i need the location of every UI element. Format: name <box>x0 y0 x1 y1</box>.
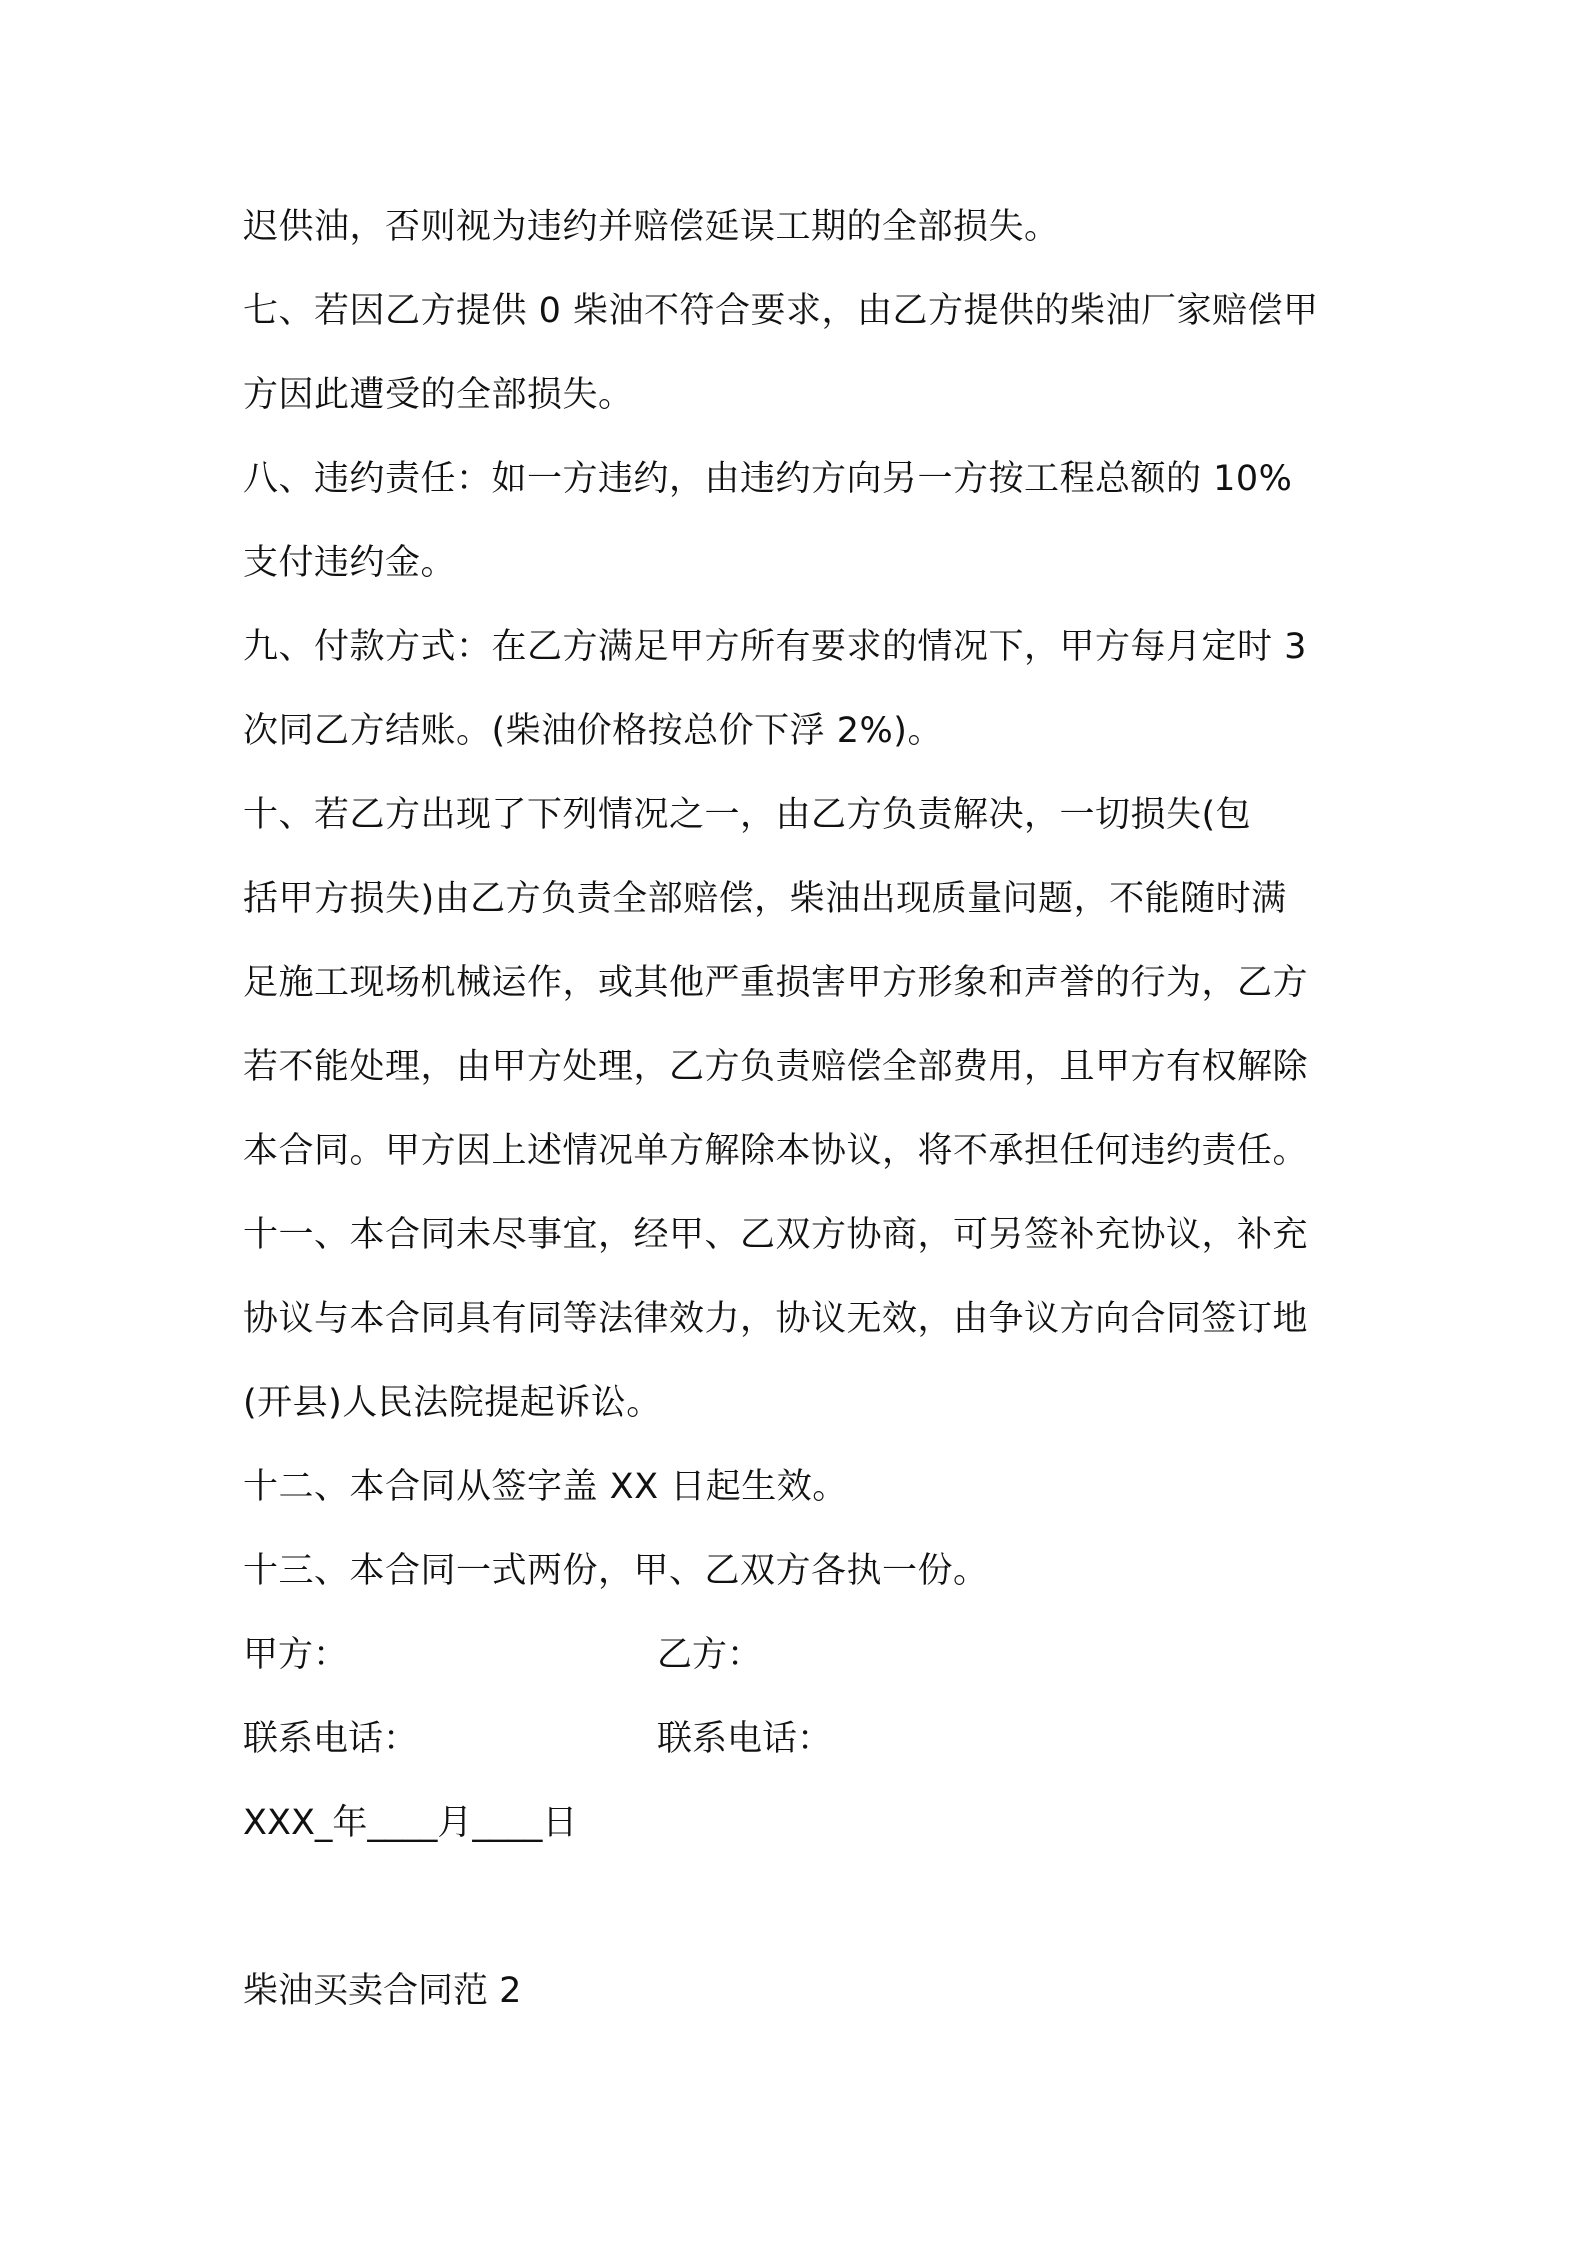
clause-8-line-1: 八、违约责任：如一方违约，由违约方向另一方按工程总额的 10% <box>243 459 1293 499</box>
clause-9-line-2: 次同乙方结账。(柴油价格按总价下浮 2%)。 <box>243 711 943 751</box>
clause-11-line-2: 协议与本合同具有同等法律效力，协议无效，由争议方向合同签订地 <box>243 1299 1309 1339</box>
clause-10-line-5: 本合同。甲方因上述情况单方解除本协议，将不承担任何违约责任。 <box>243 1131 1309 1171</box>
clause-10-line-2: 括甲方损失)由乙方负责全部赔偿，柴油出现质量问题，不能随时满 <box>243 879 1287 919</box>
clause-10-line-1: 十、若乙方出现了下列情况之一，由乙方负责解决，一切损失(包 <box>243 795 1252 835</box>
clause-10-line-3: 足施工现场机械运作，或其他严重损害甲方形象和声誉的行为，乙方 <box>243 963 1309 1003</box>
date-line: XXX_年____月____日 <box>243 1803 578 1843</box>
party-a-phone-label: 联系电话： <box>243 1719 419 1759</box>
clause-12-line: 十二、本合同从签字盖 XX 日起生效。 <box>243 1467 848 1507</box>
party-b-phone-label: 联系电话： <box>657 1719 833 1759</box>
clause-10-line-4: 若不能处理，由甲方处理，乙方负责赔偿全部费用，且甲方有权解除 <box>243 1047 1309 1087</box>
clause-7-line-2: 方因此遭受的全部损失。 <box>243 375 634 415</box>
paragraph-line: 迟供油，否则视为违约并赔偿延误工期的全部损失。 <box>243 207 1060 247</box>
party-b-label: 乙方： <box>657 1635 763 1675</box>
clause-8-line-2: 支付违约金。 <box>243 543 457 583</box>
party-a-label: 甲方： <box>243 1635 349 1675</box>
clause-9-line-1: 九、付款方式：在乙方满足甲方所有要求的情况下，甲方每月定时 3 <box>243 627 1307 667</box>
clause-11-line-3: (开县)人民法院提起诉讼。 <box>243 1383 662 1423</box>
next-section-title: 柴油买卖合同范 2 <box>243 1971 522 2011</box>
clause-11-line-1: 十一、本合同未尽事宜，经甲、乙双方协商，可另签补充协议，补充 <box>243 1215 1309 1255</box>
clause-7-line-1: 七、若因乙方提供 0 柴油不符合要求，由乙方提供的柴油厂家赔偿甲 <box>243 291 1319 331</box>
clause-13-line: 十三、本合同一式两份，甲、乙双方各执一份。 <box>243 1551 989 1591</box>
